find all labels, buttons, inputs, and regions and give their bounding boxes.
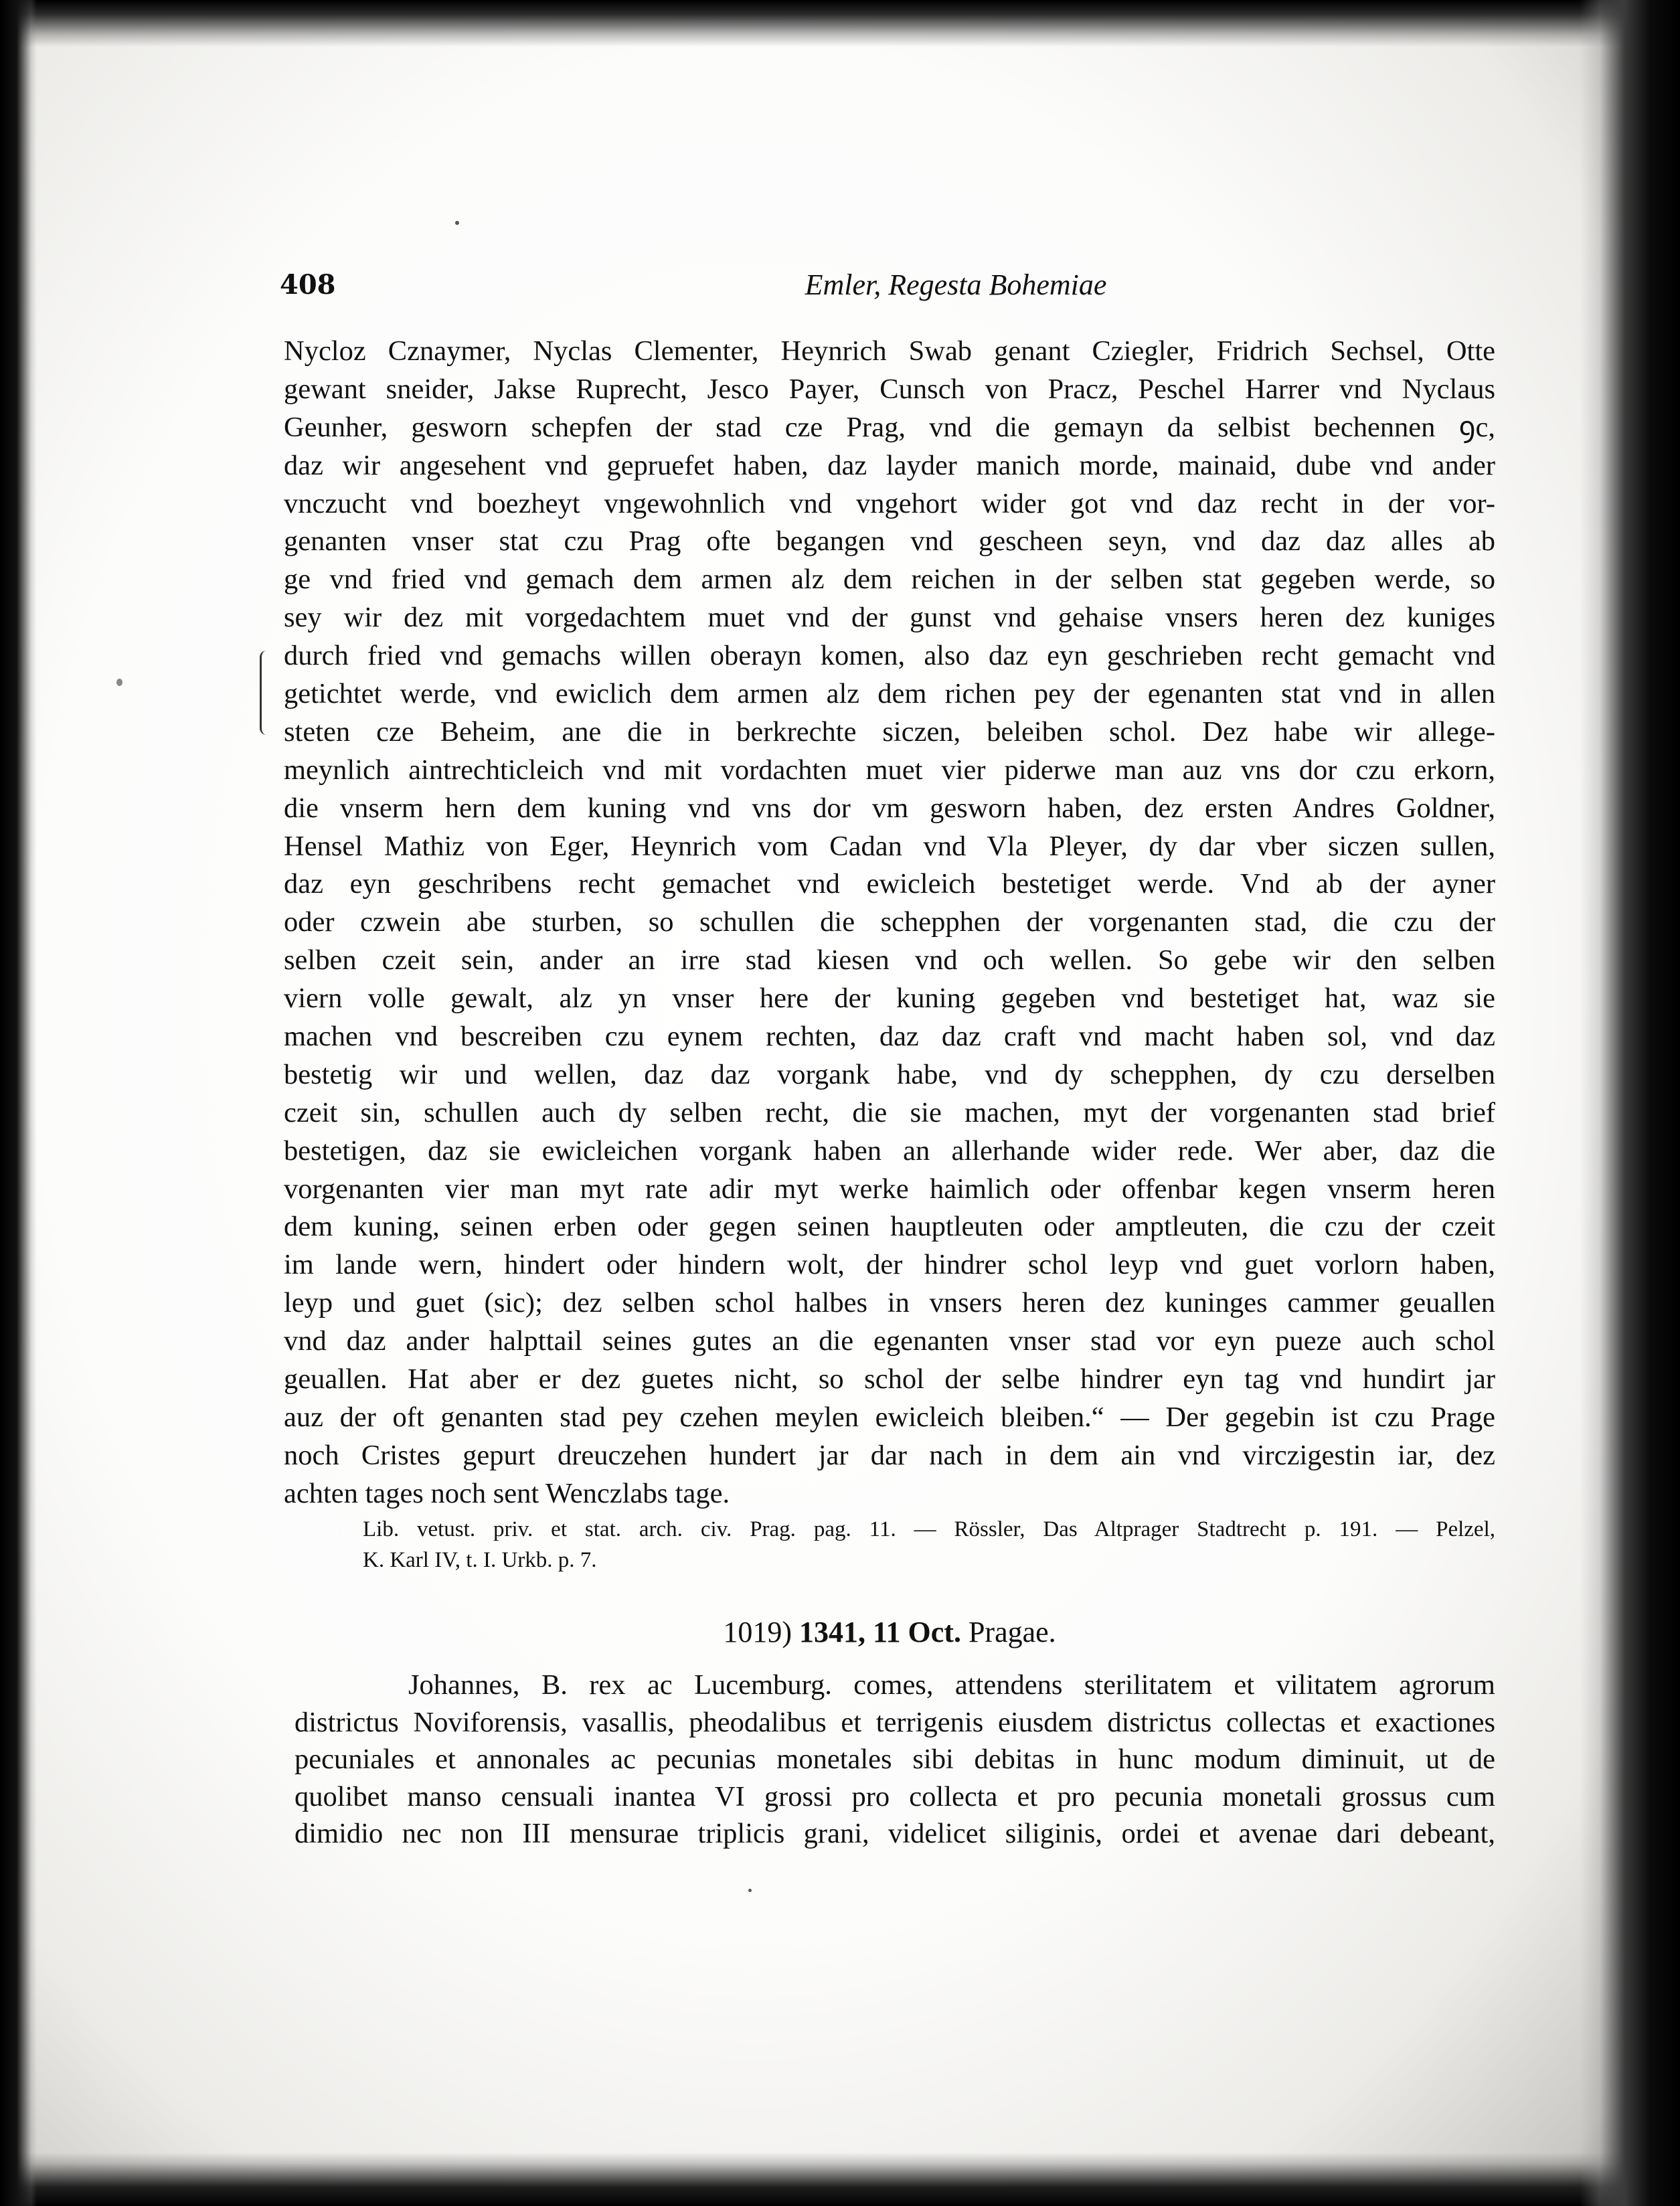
source-note — [363, 1514, 1495, 1576]
text-line: steten cze Beheim, ane die in berkrechte siczen, beleiben schol. Dez habe wir allege- — [284, 715, 1495, 748]
text-line: machen vnd bescreiben czu eynem rechten, daz daz craft vnd macht haben sol, vnd daz — [284, 1021, 1495, 1053]
text-line: vnd daz ander halpttail seines gutes an die egenanten vnser stad vor eyn pueze auch schol — [284, 1325, 1495, 1357]
text-line: Geunher, gesworn schepfen der stad cze Prag, vnd die gemayn da selbist bechennen ꝯc, — [284, 411, 1495, 443]
page-number: 408 — [280, 269, 336, 301]
entry-date: 1341, 11 Oct. — [799, 1616, 961, 1648]
text-line: sey wir dez mit vorgedachtem muet vnd der gunst vnd gehaise vnsers heren dez kuniges — [284, 602, 1495, 634]
margin-bracket — [260, 651, 274, 735]
text-line: Hensel Mathiz von Eger, Heynrich vom Cadan vnd Vla Pleyer, dy dar vber siczen sullen, — [284, 830, 1495, 862]
text-line: Nycloz Cznaymer, Nyclas Clementer, Heynrich Swab genant Cziegler, Fridrich Sechsel, Otte — [284, 335, 1495, 367]
text-line: dimidio nec non III mensurae triplicis grani, videlicet siliginis, ordei et avenae dari debeant, — [295, 1818, 1495, 1849]
text-line: oder czwein abe sturben, so schullen die schepphen der vorgenanten stad, die czu der — [284, 906, 1495, 938]
text-line: selben czeit sein, ander an irre stad kiesen vnd och wellen. So gebe wir den selben — [284, 944, 1495, 977]
text-line: czeit sin, schullen auch dy selben recht, die sie machen, myt der vorgenanten stad brief — [284, 1096, 1495, 1128]
text-line: vnczucht vnd boezheyt vngewohnlich vnd vngehort wider got vnd daz recht in der vor- — [284, 487, 1495, 519]
text-line: daz wir angesehent vnd gepruefet haben, daz layder manich morde, mainaid, dube vnd ander — [284, 449, 1495, 481]
scan-border-top — [0, 0, 1680, 47]
text-line: noch Cristes gepurt dreuczehen hundert jar dar nach in dem ain vnd virczigestin iar, dez — [284, 1439, 1495, 1471]
text-line: durch fried vnd gemachs willen oberayn komen, also daz eyn geschrieben recht gemacht vnd — [284, 640, 1495, 672]
text-line: Johannes, B. rex ac Lucemburg. comes, attendens sterilitatem et vilitatem agrorum — [408, 1669, 1495, 1701]
page-header-title: Emler, Regesta Bohemiae — [805, 268, 1107, 301]
text-line: die vnserm hern dem kuning vnd vns dor vm gesworn haben, dez ersten Andres Goldner, — [284, 792, 1495, 824]
text-line: bestetigen, daz sie ewicleichen vorgank haben an allerhande wider rede. Wer aber, daz die — [284, 1134, 1495, 1167]
text-line: dem kuning, seinen erben oder gegen seinen hauptleuten oder amptleuten, die czu der czeit — [284, 1211, 1495, 1243]
text-line: gewant sneider, Jakse Ruprecht, Jesco Payer, Cunsch von Pracz, Peschel Harrer vnd Nyclaus — [284, 373, 1495, 405]
text-line: viern volle gewalt, alz yn vnser here der kuning gegeben vnd bestetiget hat, waz sie — [284, 983, 1495, 1015]
text-line: genanten vnser stat czu Prag ofte begangen vnd gescheen seyn, vnd daz daz alles ab — [284, 525, 1495, 558]
entry-number: 1019) — [723, 1616, 792, 1648]
scan-border-left — [0, 0, 37, 2206]
text-line: ge vnd fried vnd gemach dem armen alz dem reichen in der selben stat gegeben werde, so — [284, 564, 1495, 596]
text-line: quolibet manso censuali inantea VI grossi pro collecta et pro pecunia monetali grossus cum — [295, 1780, 1495, 1812]
entry-heading — [284, 1612, 1495, 1652]
text-line: bestetig wir und wellen, daz daz vorgank habe, vnd dy schepphen, dy czu derselben — [284, 1058, 1495, 1090]
text-line: geuallen. Hat aber er dez guetes nicht, so schol der selbe hindrer eyn tag vnd hundirt jar — [284, 1363, 1495, 1395]
text-line: daz eyn geschribens recht gemachet vnd ewicleich bestetiget werde. Vnd ab der ayner — [284, 868, 1495, 900]
text-line: pecuniales et annonales ac pecunias monetales sibi debitas in hunc modum diminuit, ut de — [295, 1744, 1495, 1775]
regest-text — [295, 1667, 1495, 1853]
scan-border-bottom — [0, 2152, 1680, 2206]
text-line: getichtet werde, vnd ewiclich dem armen alz dem richen pey der egenanten stat vnd in allen — [284, 678, 1495, 710]
scan-speck — [116, 679, 122, 686]
running-head — [280, 266, 1498, 304]
text-line: achten tages noch sent Wenczlabs tage. — [284, 1477, 730, 1509]
text-line: im lande wern, hindert oder hindern wolt, der hindrer schol leyp vnd guet vorlorn haben, — [284, 1249, 1495, 1281]
scan-speck — [455, 221, 459, 225]
text-line: districtus Noviforensis, vasallis, pheodalibus et terrigenis eiusdem districtus collectas et exactiones — [295, 1706, 1495, 1738]
source-note-line: K. Karl IV, t. I. Urkb. p. 7. — [363, 1548, 597, 1572]
entry-place: Pragae. — [968, 1616, 1056, 1648]
source-note-line: Lib. vetust. priv. et stat. arch. civ. Prag. pag. 11. — Rössler, Das Altprager Stadtrecht p. 191. — Pelzel, — [363, 1517, 1495, 1541]
text-line: leyp und guet (sic); dez selben schol halbes in vnsers heren dez kuninges cammer geuallen — [284, 1287, 1495, 1319]
text-line: meynlich aintrechticleich vnd mit vordachten muet vier piderwe man auz vns dor czu erkorn, — [284, 754, 1495, 786]
charter-text — [284, 333, 1495, 1513]
text-line: vorgenanten vier man myt rate adir myt werke haimlich oder offenbar kegen vnserm heren — [284, 1173, 1495, 1205]
scan-border-right — [1580, 0, 1680, 2206]
scan-speck — [748, 1889, 752, 1892]
text-line: auz der oft genanten stad pey czehen meylen ewicleich bleiben.“ — Der gegebin ist czu Prage — [284, 1401, 1495, 1433]
